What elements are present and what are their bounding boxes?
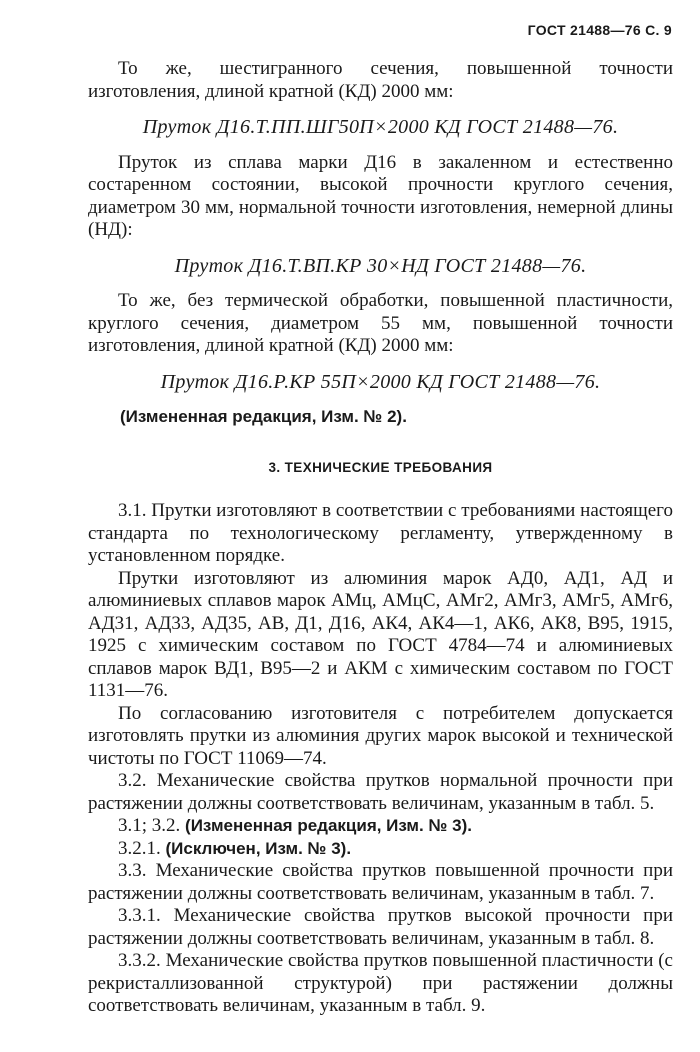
clause-3-1-materials: Прутки изготовляют из алюминия марок АД0, АД1, АД и алюминиевых сплавов марок АМц, АМцС, АМг2, АМг3, АМг5, АМг6, АД31, АД33, АД35, АВ, Д1, Д16, АК4, АК4—1, АК6, АК8, В95, 1915, 1925 с химическим составом по ГОСТ 4784—74 и алюминиевых сплавов марок ВД1, В95—2 и АКМ с химическим составом по ГОСТ 1131—76. xyxy=(88,567,673,701)
clause-3-2: 3.2. Механические свойства прутков нормальной прочности при растяжении должны соответствовать величинам, указанным в табл. 5. xyxy=(88,770,673,814)
clause-3-3-1: 3.3.1. Механические свойства прутков высокой прочности при растяжении должны соответствовать величинам, указанным в табл. 8. xyxy=(88,905,673,949)
example-1-designation: Пруток Д16.Т.ПП.ШГ50П×2000 КД ГОСТ 21488—76. xyxy=(142,116,619,138)
example-2-text: Пруток из сплава марки Д16 в закаленном и естественно состаренном состоянии, высокой прочности круглого сечения, диаметром 30 мм, нормальной точности изготовления, немерной длины (НД): xyxy=(88,151,673,240)
amendment-note: (Измененная редакция, Изм. № 2). xyxy=(120,407,407,426)
clause-3-1-3-2-amendment xyxy=(88,815,673,838)
section-title: 3. ТЕХНИЧЕСКИЕ ТРЕБОВАНИЯ xyxy=(268,459,493,475)
example-2-designation: Пруток Д16.Т.ВП.КР 30×НД ГОСТ 21488—76. xyxy=(174,254,587,277)
example-1-text: То же, шестигранного сечения, повышенной точности изготовления, длиной кратной (КД) 2000 мм: xyxy=(88,58,673,102)
clause-3-1-agreement: По согласованию изготовителя с потребителем допускается изготовлять прутки из алюминия других марок высокой и технической чистоты по ГОСТ 11069—74. xyxy=(88,702,673,769)
example-3-designation: Пруток Д16.Р.КР 55П×2000 КД ГОСТ 21488—76. xyxy=(160,370,601,393)
clause-3-2-1 xyxy=(88,838,673,861)
clause-excluded-note: (Исключен, Изм. № 3). xyxy=(165,838,352,858)
clause-ref: 3.1; 3.2. xyxy=(118,815,181,836)
clause-amend-note: (Измененная редакция, Изм. № 3). xyxy=(185,816,472,835)
running-header: ГОСТ 21488—76 С. 9 xyxy=(527,22,672,38)
page-body xyxy=(88,58,673,1018)
clause-3-3-2: 3.3.2. Механические свойства прутков повышенной пластичности (с рекристаллизованной структурой) при растяжении должны соответствовать величинам, указанным в табл. 9. xyxy=(88,950,673,1016)
example-3-text: То же, без термической обработки, повышенной пластичности, круглого сечения, диаметром 55 мм, повышенной точности изготовления, длиной кратной (КД) 2000 мм: xyxy=(88,290,673,356)
clause-3-3: 3.3. Механические свойства прутков повышенной прочности при растяжении должны соответствовать величинам, указанным в табл. 7. xyxy=(88,860,673,904)
clause-3-1: 3.1. Прутки изготовляют в соответствии с требованиями настоящего стандарта по технологическому регламенту, утвержденному в установленном порядке. xyxy=(88,500,673,566)
clause-ref: 3.2.1. xyxy=(118,837,161,859)
